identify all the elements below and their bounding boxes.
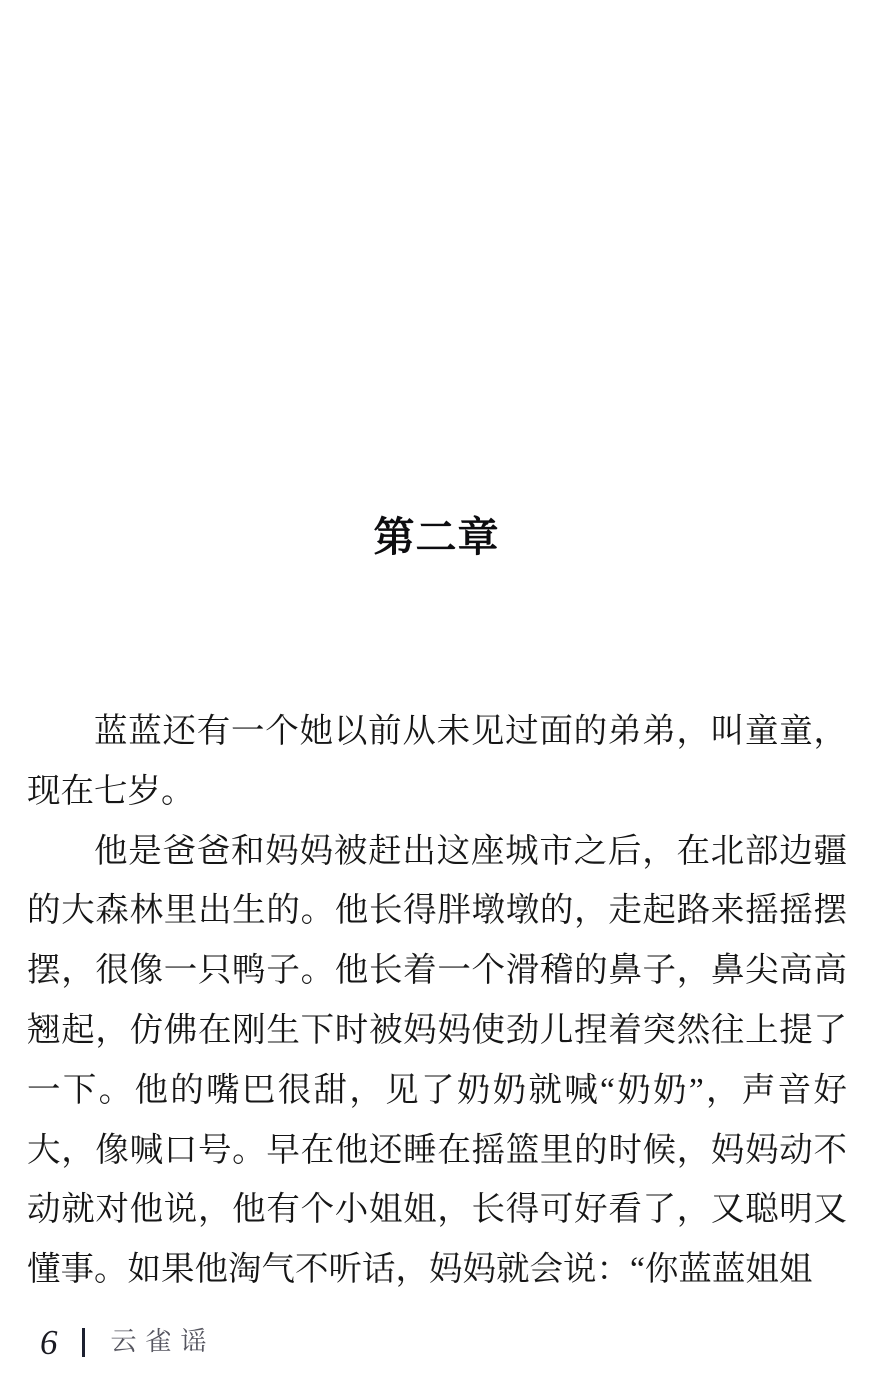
page-number: 6 [40,1322,58,1362]
chapter-title: 第二章 [373,513,500,562]
page-footer [40,1319,216,1365]
paragraph: 蓝蓝还有一个她以前从未见过面的弟弟，叫童童，现在七岁。 [27,713,847,810]
book-title: 云雀谣 [110,1327,216,1357]
body-text-block [27,702,847,1300]
footer-divider-icon [82,1328,85,1357]
paragraph: 他是爸爸和妈妈被赶出这座城市之后，在北部边疆的大森林里出生的。他长得胖墩墩的，走起路来摇摇摆摆，很像一只鸭子。他长着一个滑稽的鼻子，鼻尖高高翘起，仿佛在刚生下时被妈妈使劲儿捏着突然往上提了一下。他的嘴巴很甜，见了奶奶就喊“奶奶”，声音好大，像喊口号。早在他还睡在摇篮里的时候，妈妈动不动就对他说，他有个小姐姐，长得可好看了，又聪明又懂事。如果他淘气不听话，妈妈就会说：“你蓝蓝姐姐 [27,832,847,1289]
